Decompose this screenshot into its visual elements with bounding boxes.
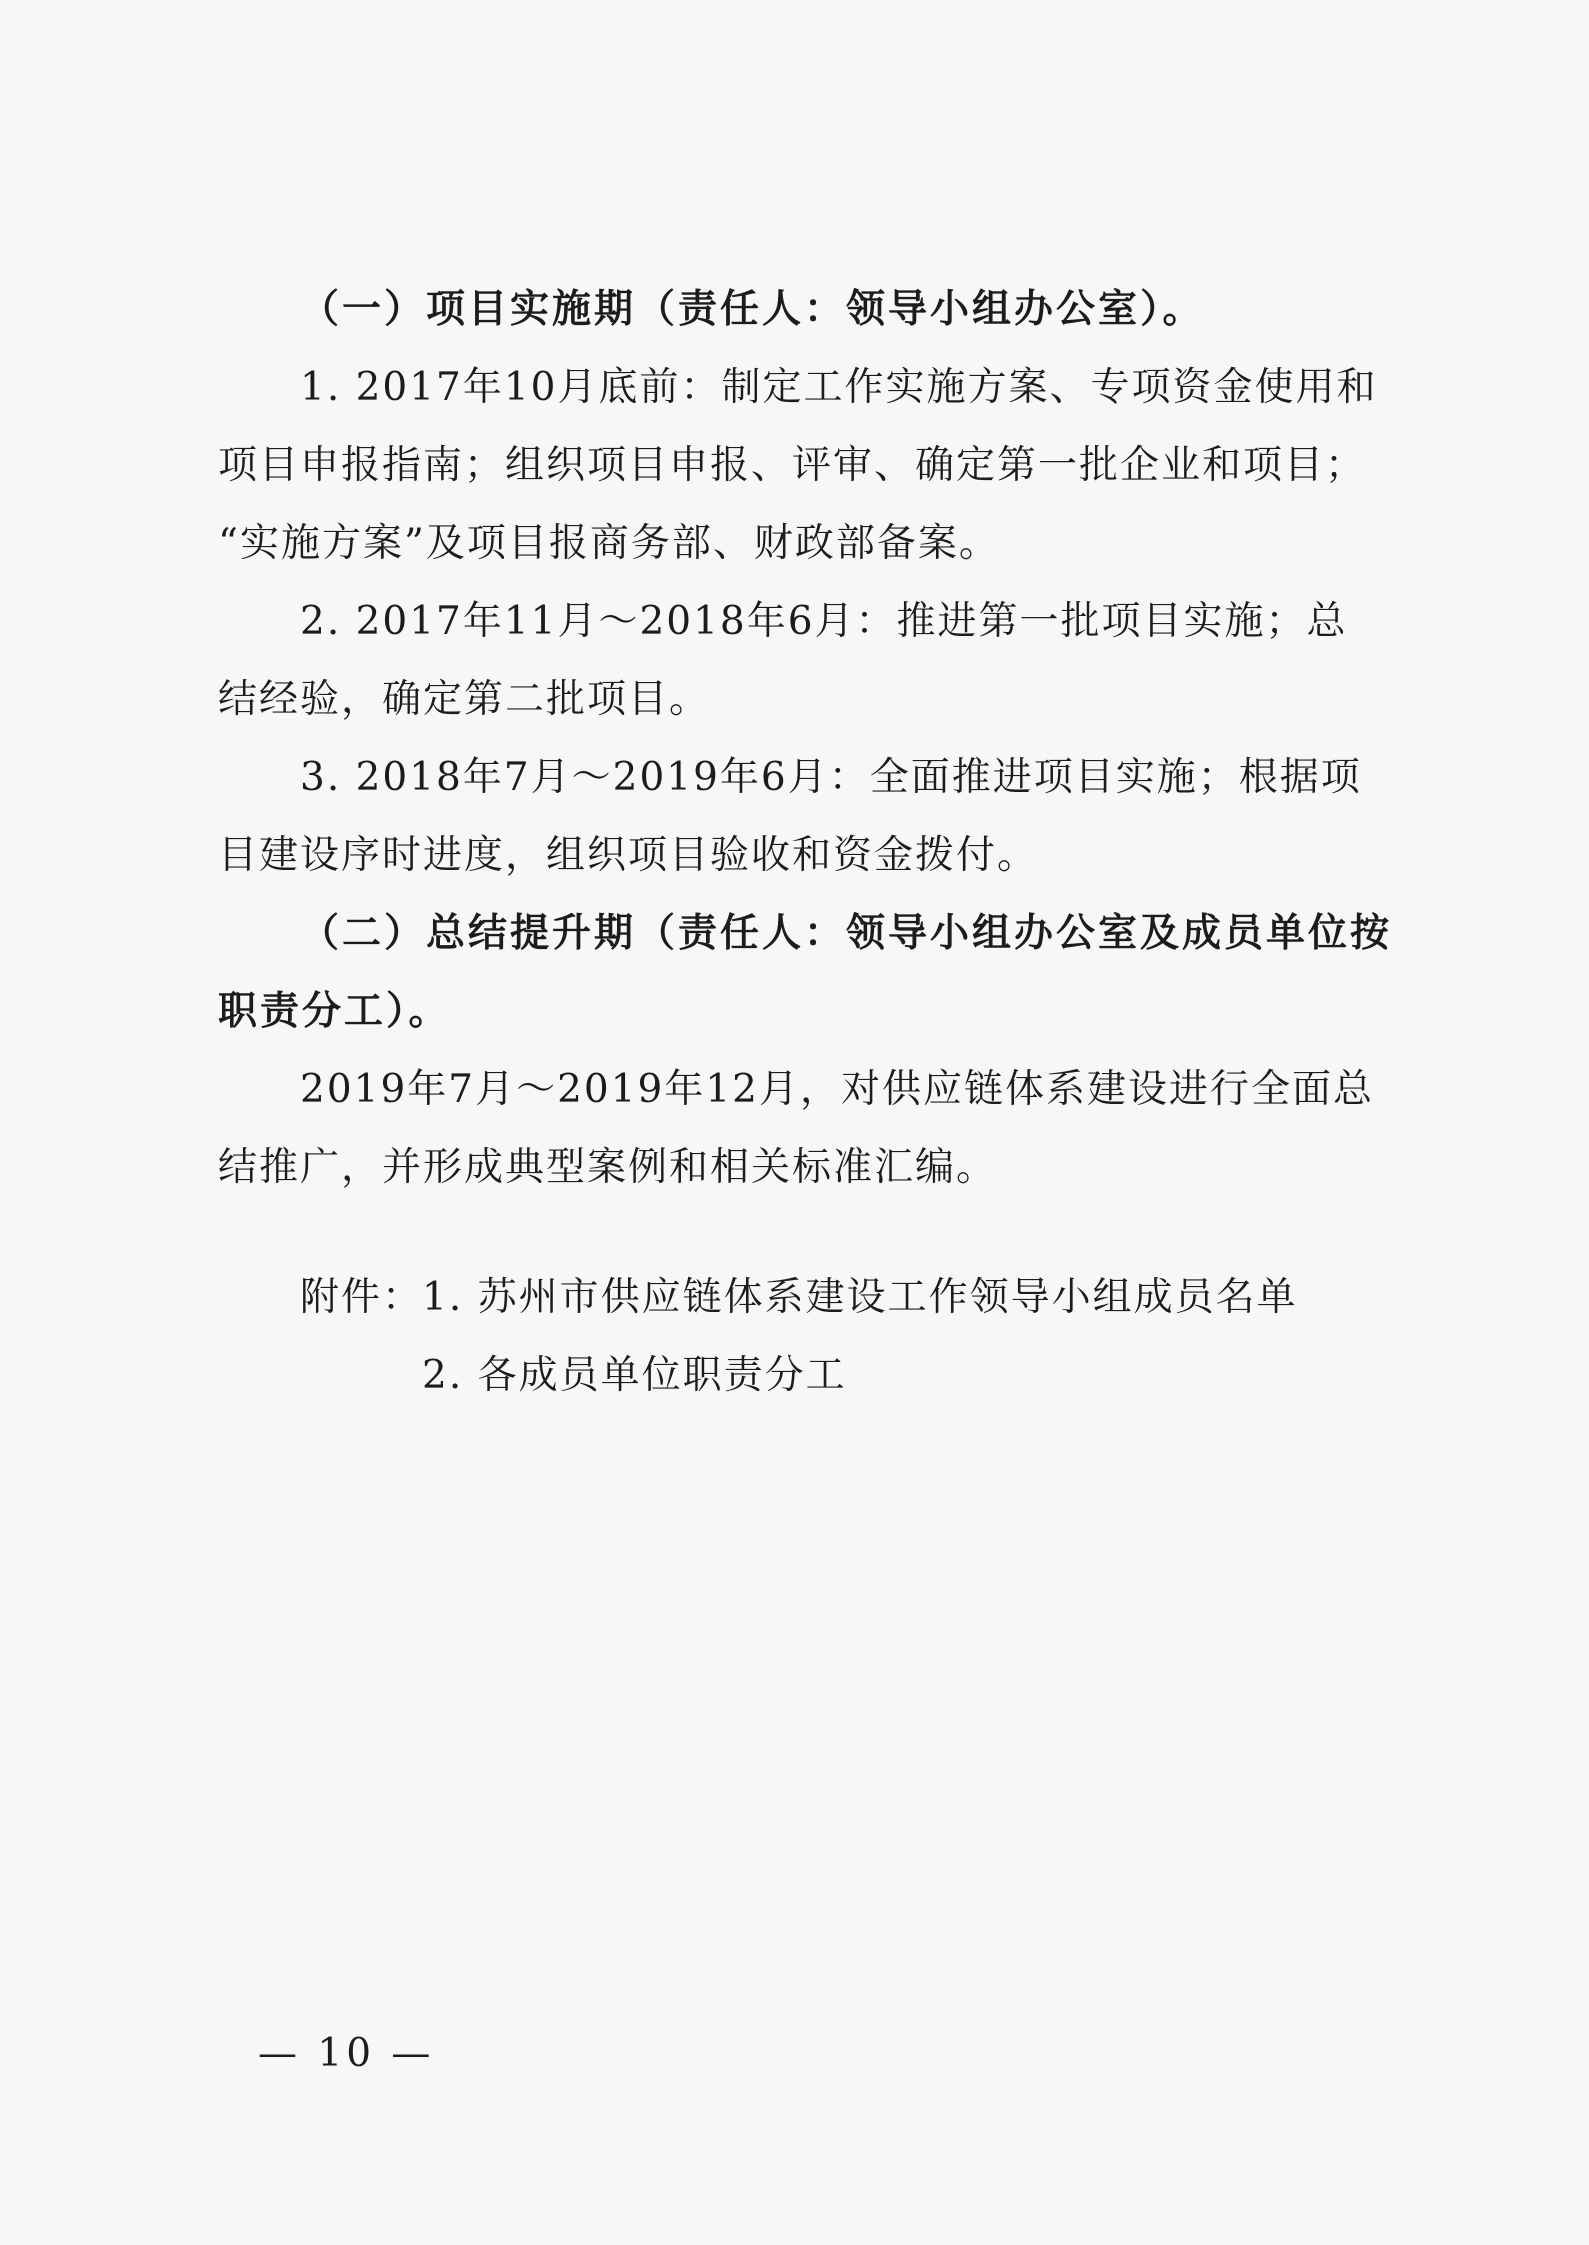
- item-1-line-2: 项目申报指南；组织项目申报、评审、确定第一批企业和项目；: [218, 443, 1367, 488]
- attachment-item-2: 2. 各成员单位职责分工: [422, 1353, 847, 1398]
- section-2-heading-line-1: （二）总结提升期（责任人：领导小组办公室及成员单位按: [300, 911, 1393, 956]
- section-1-heading: （一）项目实施期（责任人：领导小组办公室）。: [300, 287, 1205, 332]
- section-2-body-line-2: 结推广，并形成典型案例和相关标准汇编。: [218, 1145, 998, 1190]
- section-2-heading-line-2: 职责分工）。: [218, 989, 451, 1034]
- item-2-line-1: 2. 2017年11月～2018年6月：推进第一批项目实施；总: [300, 599, 1348, 644]
- page-number: — 10 —: [258, 2031, 435, 2076]
- section-2-body-line-1: 2019年7月～2019年12月，对供应链体系建设进行全面总: [300, 1067, 1374, 1112]
- item-3-line-2: 目建设序时进度，组织项目验收和资金拨付。: [218, 833, 1039, 878]
- item-3-line-1: 3. 2018年7月～2019年6月：全面推进项目实施；根据项: [300, 755, 1362, 800]
- item-2-line-2: 结经验，确定第二批项目。: [218, 677, 711, 722]
- item-1-line-1: 1. 2017年10月底前：制定工作实施方案、专项资金使用和: [300, 365, 1378, 410]
- attachment-item-1: 1. 苏州市供应链体系建设工作领导小组成员名单: [422, 1275, 1298, 1320]
- attachments-label: 附件：: [300, 1275, 424, 1320]
- item-1-line-3: “实施方案”及项目报商务部、财政部备案。: [218, 521, 1000, 566]
